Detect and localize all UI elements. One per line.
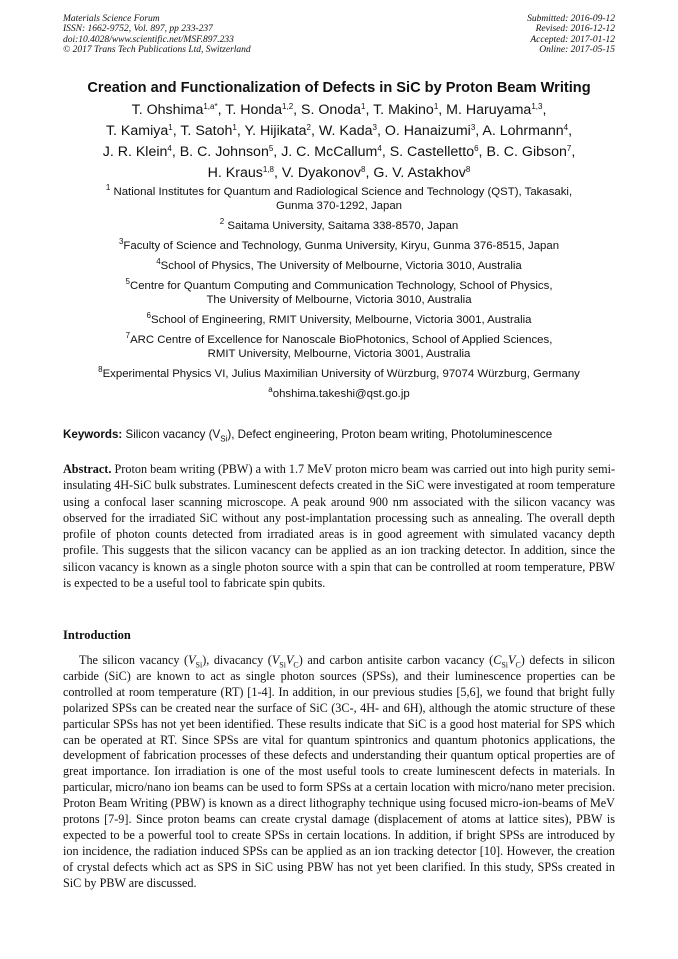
dates-header [527, 14, 615, 56]
section-heading-introduction: Introduction [63, 628, 131, 642]
paper-title: Creation and Functionalization of Defects in SiC by Proton Beam Writing [87, 80, 591, 96]
affiliation: $^7$ARC Centre of Excellence for Nanoscale BioPhotonics, School of Applied Sciences, RMIT University, Melbourne, Victoria 3001, Australia [125, 331, 553, 360]
author: O. Hanaizumi$^3$, [384, 123, 483, 139]
journal-issn: ISSN: 1662-9752, Vol. 897, pp 233-237 [63, 24, 213, 35]
author: A. Lohrmann$^4$, [482, 123, 573, 139]
affiliation: $^2$ Saitama University, Saitama 338-8570, Japan [219, 217, 459, 232]
author: J. C. McCallum$^4$, [281, 144, 390, 160]
author: B. C. Gibson$^7$, [486, 144, 576, 160]
author: B. C. Johnson$^5$, [179, 144, 282, 160]
author: S. Castelletto$^6$, [389, 144, 487, 160]
affiliation-list [50, 185, 628, 407]
affiliation: $^1$ National Institutes for Quantum and Radiological Science and Technology (QST), Takasaki, Gunma 370-1292, Japan [105, 183, 573, 212]
author: J. R. Klein$^4$, [102, 144, 180, 160]
date-revised: Revised: 2016-12-12 [535, 24, 615, 35]
date-submitted: Submitted: 2016-09-12 [527, 14, 615, 24]
date-online: Online: 2017-05-15 [539, 45, 615, 56]
affiliation: $^8$Experimental Physics VI, Julius Maximilian University of Würzburg, 97074 Würzburg, Germany [98, 365, 580, 380]
affiliation: $^6$School of Engineering, RMIT University, Melbourne, Victoria 3001, Australia [146, 311, 532, 326]
affiliation: $^5$Centre for Quantum Computing and Communication Technology, School of Physics, The University of Melbourne, Victoria 3010, Australia [125, 277, 553, 306]
author: T. Ohshima$^{1,a*}$, [131, 102, 226, 118]
author: H. Kraus$^{1,8}$, [207, 165, 282, 181]
author: G. V. Astakhov$^8$ [373, 165, 471, 181]
affiliation: $^4$School of Physics, The University of Melbourne, Victoria 3010, Australia [156, 257, 522, 272]
journal-name: Materials Science Forum [63, 14, 160, 24]
journal-copyright: © 2017 Trans Tech Publications Ltd, Switzerland [63, 45, 251, 56]
abstract [63, 461, 615, 591]
keywords: Keywords: Silicon vacancy $(V_{Si})$, Defect engineering, Proton beam writing, Photoluminescence [63, 428, 553, 444]
abstract-label: Abstract. [63, 462, 112, 476]
journal-doi: doi:10.4028/www.scientific.net/MSF.897.233 [63, 34, 234, 45]
journal-header [63, 14, 251, 56]
author: M. Haruyama$^{1,3}$, [446, 102, 547, 118]
author: Y. Hijikata$^2$, [244, 123, 319, 139]
affiliation: $^3$Faculty of Science and Technology, Gunma University, Kiryu, Gunma 376-8515, Japan [118, 237, 560, 252]
author: S. Onoda$^1$, [301, 102, 374, 118]
corresponding-email: $^a$ohshima.takeshi@qst.go.jp [268, 385, 410, 400]
date-accepted: Accepted: 2017-01-12 [530, 34, 615, 45]
author: T. Satoh$^1$, [180, 123, 245, 139]
author: T. Makino$^1$, [373, 102, 447, 118]
author: W. Kada$^3$, [318, 123, 385, 139]
keywords-label: Keywords: [63, 428, 123, 441]
author: T. Kamiya$^1$, [105, 123, 181, 139]
author: V. Dyakonov$^8$, [281, 165, 374, 181]
author: T. Honda$^{1,2}$, [225, 102, 302, 118]
author-list [50, 100, 628, 184]
abstract-text: Proton beam writing (PBW) a with 1.7 MeV proton micro beam was carried out into high purity semi-insulating 4H-SiC bulk substrates. Luminescent defects created in the SiC were investigated at room temperature using a confocal laser scanning microscope. A peak around 900 nm associated with the silicon vacancy was observed for the irradiated SiC without any post-implantation processing such as annealing. The overall depth profile of photon counts detected from irradiated areas is in good agreement with simulated vacancy depth profile. This suggests that the silicon vacancy can be applied as an ion tracking detector. In addition, since the silicon vacancy is known as a single photon source with a spin that can be controlled at room temperature, PBW is expected to be a useful tool to fabricate spin qubits. [63, 462, 616, 591]
introduction-paragraph: The silicon vacancy $(V_{Si})$, divacancy $(V_{Si}V_C)$ and carbon antisite carbon vacancy $(C_{Si}V_C)$ defects in silicon carbide (SiC) are known to act as single photon sources (SPSs), and their luminescence properties can be controlled at room temperature (RT) [1-4]. In addition, in our previous studies [5,6], we found that bright fully polarized SPSs can be created near the surface of SiC (3C-, 4H- and 6H), although the atomic structure of these particular SPSs has not yet been identified. These results indicate that SiC is a good host material for SPS which can be operated at RT. Since SPSs are vital for quantum spintronics and quantum photonics applications, the development of fabrication processes of these defects and understanding their quantum optical properties are of great importance. Ion irradiation is one of the most useful tools to create luminescent defects in materials. In particular, micro/nano ion beams can be used to form SPSs at a certain location with micro/nano meter precision. Proton Beam Writing (PBW) is known as a direct lithography technique using focused micro-ion-beams of MeV protons [7-9]. Since proton beams can create crystal damage (displacement of atoms at lattice sites), PBW is expected to be a powerful tool to create SPSs in certain locations. In addition, if bright SPSs are introduced by ion incidence, the radiation induced SPSs can be applied as an ion tracking detector [10]. However, the creation of crystal defects which act as SPS in SiC using PBW has not yet been clarified. In this study, SPSs created in SiC by PBW are discussed. [63, 653, 615, 890]
